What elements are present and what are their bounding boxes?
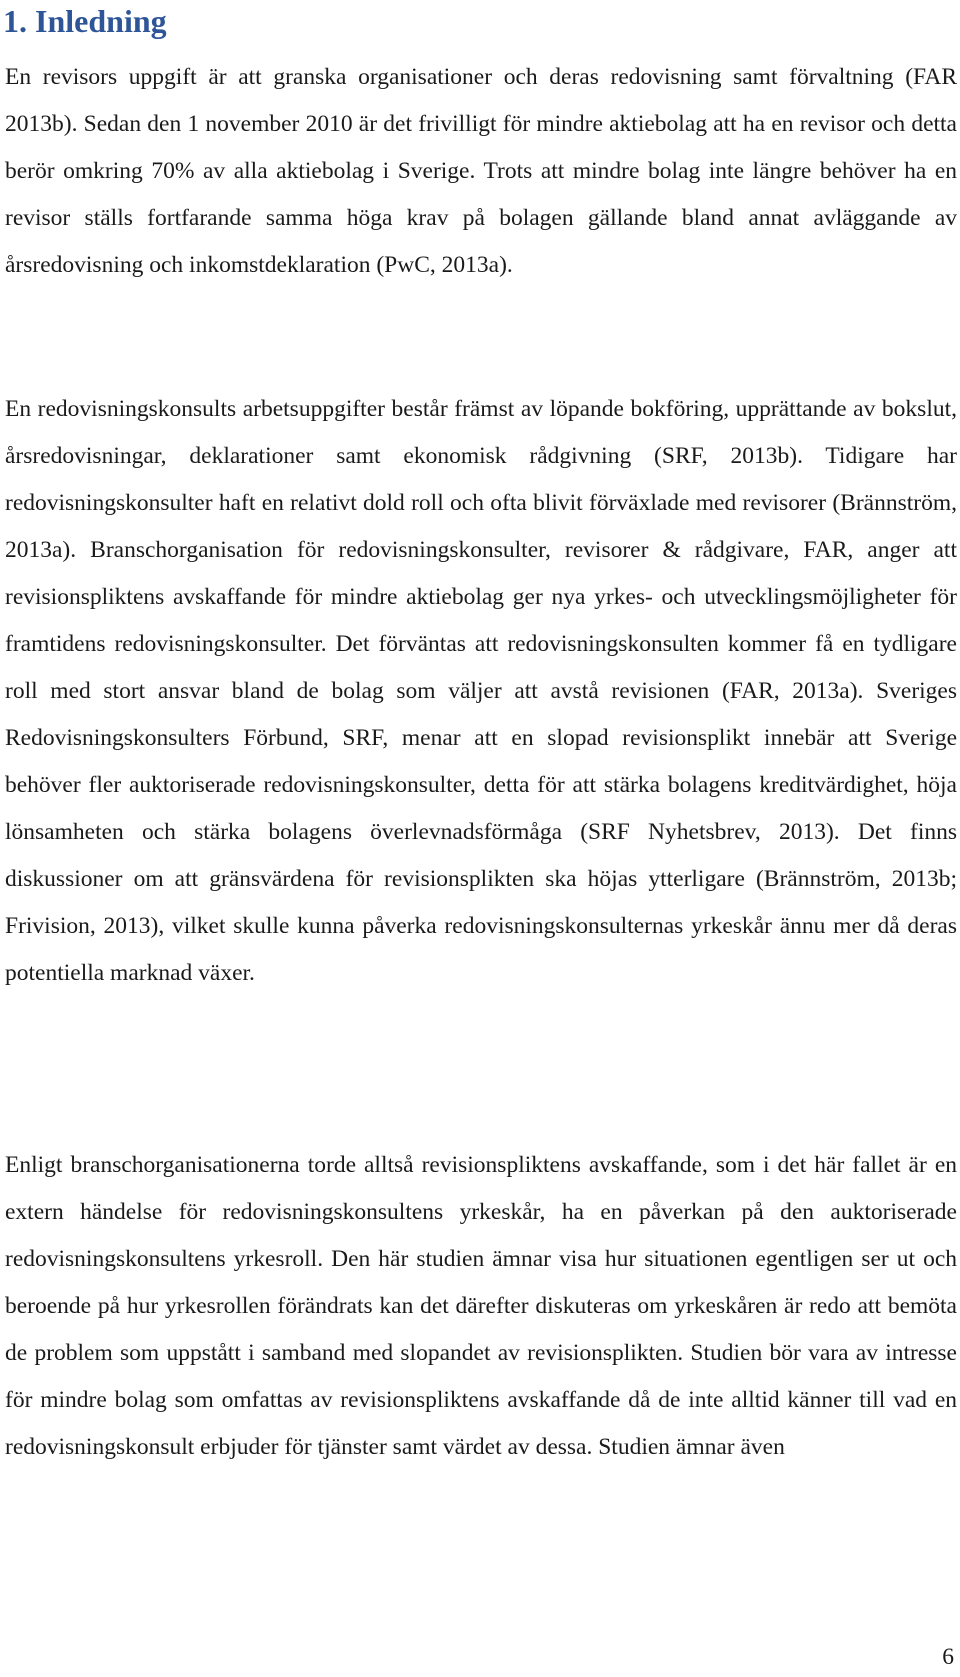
section-heading: 1. Inledning xyxy=(3,3,167,39)
page-number: 6 xyxy=(942,1644,954,1670)
paragraph-study-purpose: Enligt branschorganisationerna torde alltså revisionspliktens avskaffande, som i det här fallet är en extern händelse för redovisningskonsultens yrkeskår, ha en påverkan på den auktoriserade redovisningskonsultens yrkesroll. Den här studien ämnar visa hur situationen egentligen ser ut och beroende på hur yrkesrollen förändrats kan det därefter diskuteras om yrkeskåren är redo att bemöta de problem som uppstått i samband med slopandet av revisionsplikten. Studien bör vara av intresse för mindre bolag som omfattas av revisionspliktens avskaffande då de inte alltid känner till vad en redovisningskonsult erbjuder för tjänster samt värdet av dessa. Studien ämnar även xyxy=(5,1152,957,1460)
paragraph-intro: En revisors uppgift är att granska organisationer och deras redovisning samt förvaltning (FAR 2013b). Sedan den 1 november 2010 är det frivilligt för mindre aktiebolag att ha en revisor och detta berör omkring 70% av alla aktiebolag i Sverige. Trots att mindre bolag inte längre behöver ha en revisor ställs fortfarande samma höga krav på bolagen gällande bland annat avläggande av årsredovisning och inkomstdeklaration (PwC, 2013a). xyxy=(5,64,957,278)
paragraph-consultant-role: En redovisningskonsults arbetsuppgifter består främst av löpande bokföring, upprättande av bokslut, årsredovisningar, deklarationer samt ekonomisk rådgivning (SRF, 2013b). Tidigare har redovisningskonsulter haft en relativt dold roll och ofta blivit förväxlade med revisorer (Brännström, 2013a). Branschorganisation för redovisningskonsulter, revisorer & rådgivare, FAR, anger att revisionspliktens avskaffande för mindre aktiebolag ger nya yrkes- och utvecklingsmöjligheter för framtidens redovisningskonsulter. Det förväntas att redovisningskonsulten kommer få en tydligare roll med stort ansvar bland de bolag som väljer att avstå revisionen (FAR, 2013a). Sveriges Redovisningskonsulters Förbund, SRF, menar att en slopad revisionsplikt innebär att Sverige behöver fler auktoriserade redovisningskonsulter, detta för att stärka bolagens kreditvärdighet, höja lönsamheten och stärka bolagens överlevnadsförmåga (SRF Nyhetsbrev, 2013). Det finns diskussioner om att gränsvärdena för revisionsplikten ska höjas ytterligare (Brännström, 2013b; Frivision, 2013), vilket skulle kunna påverka redovisningskonsulternas yrkeskår ännu mer då deras potentiella marknad växer. xyxy=(5,396,957,986)
